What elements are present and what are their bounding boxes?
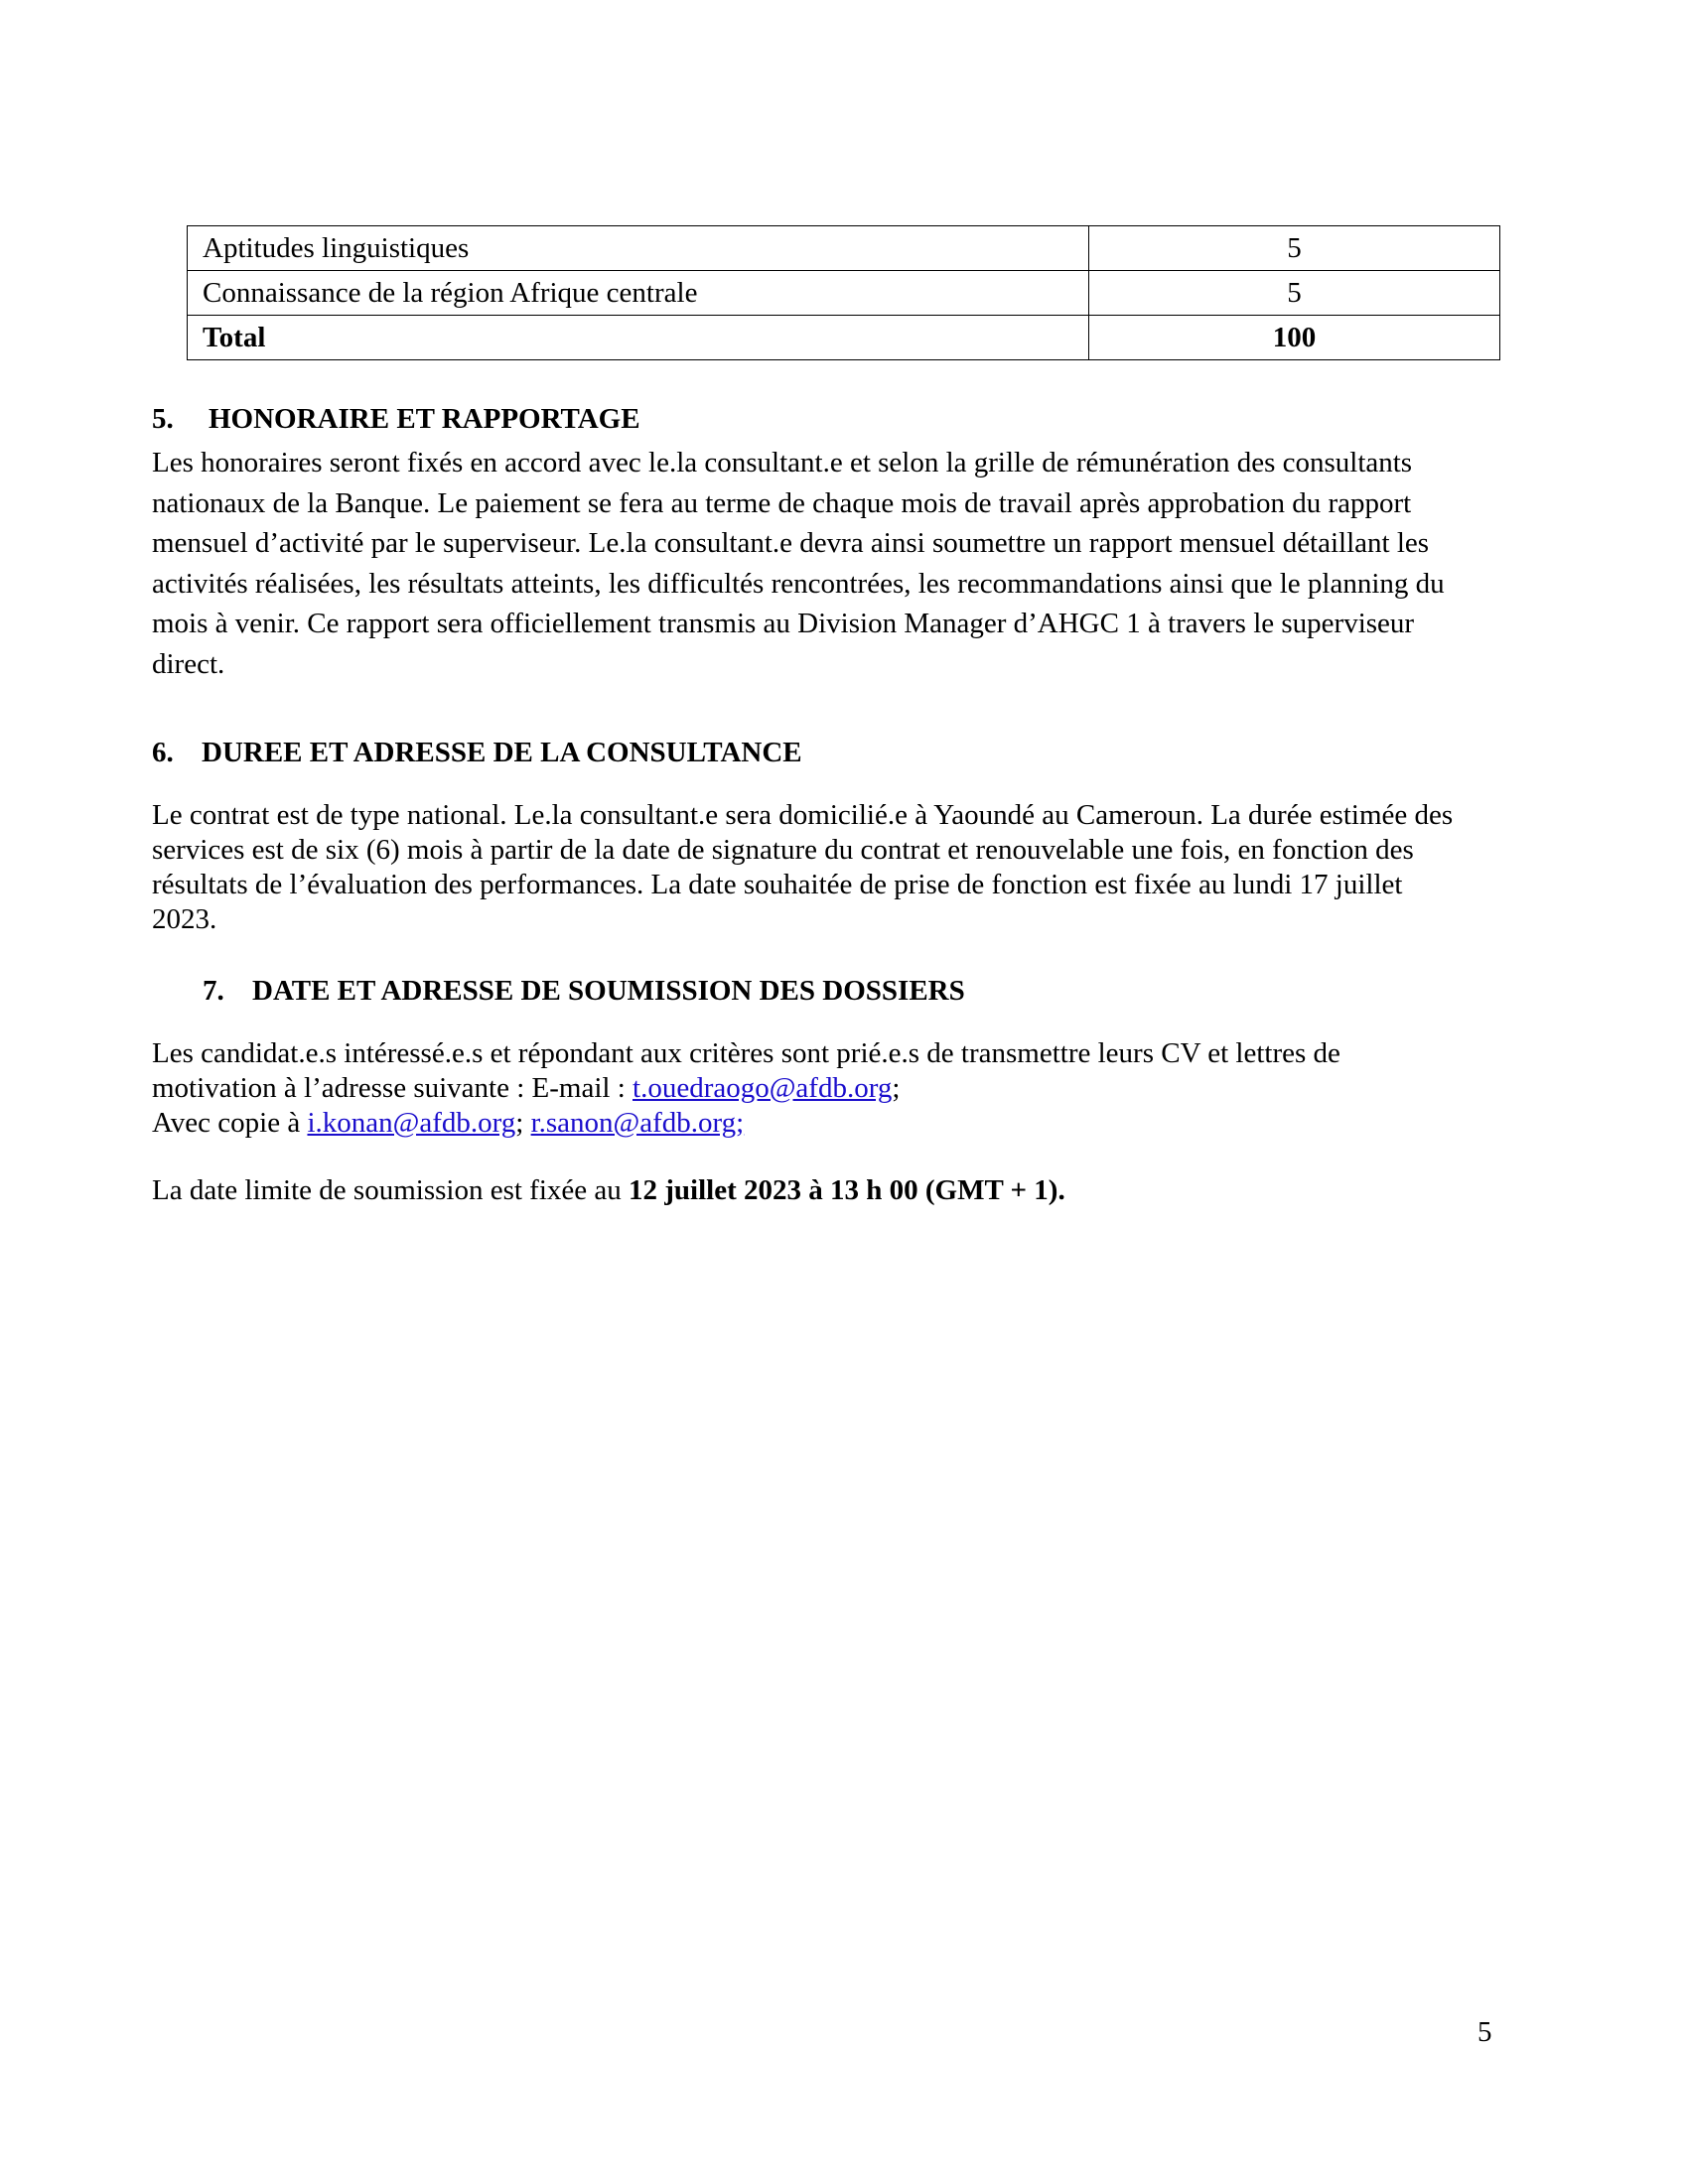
criterion-cell: Aptitudes linguistiques bbox=[188, 226, 1089, 271]
deadline-line bbox=[152, 1173, 1532, 1208]
cc-intro-text: Avec copie à bbox=[152, 1107, 308, 1139]
punctuation: ; bbox=[892, 1072, 901, 1104]
table-row bbox=[188, 226, 1500, 271]
email-link-ouedraogo[interactable]: t.ouedraogo@afdb.org bbox=[633, 1072, 893, 1104]
paragraph-line: résultats de l’évaluation des performances. La date souhaitée de prise de fonction est fixée au lundi 17 juillet bbox=[152, 869, 1403, 900]
page-number: 5 bbox=[1477, 2016, 1492, 2048]
email-intro-text: motivation à l’adresse suivante : E-mail : bbox=[152, 1072, 633, 1104]
paragraph-line bbox=[152, 1106, 1532, 1141]
section-6-title: DUREE ET ADRESSE DE LA CONSULTANCE bbox=[202, 737, 802, 768]
section-7-number: 7. bbox=[203, 975, 224, 1007]
table-total-row bbox=[188, 316, 1500, 360]
paragraph-line: mensuel d’activité par le superviseur. Le.la consultant.e devra ainsi soumettre un rapport mensuel détaillant les bbox=[152, 527, 1430, 560]
paragraph-line: Les candidat.e.s intéressé.e.s et répondant aux critères sont prié.e.s de transmettre leurs CV et lettres de bbox=[152, 1037, 1340, 1069]
paragraph-line: activités réalisées, les résultats atteints, les difficultés rencontrées, les recommandations ainsi que le planning du bbox=[152, 567, 1445, 600]
deadline-text: La date limite de soumission est fixée au bbox=[152, 1174, 629, 1206]
section-6-heading bbox=[152, 737, 802, 769]
paragraph-line: mois à venir. Ce rapport sera officiellement transmis au Division Manager d’AHGC 1 à travers le superviseur bbox=[152, 608, 1415, 640]
evaluation-table bbox=[187, 225, 1500, 360]
section-6-paragraph bbox=[152, 798, 1532, 937]
paragraph-line: nationaux de la Banque. Le paiement se fera au terme de chaque mois de travail après approbation du rapport bbox=[152, 486, 1412, 519]
paragraph-line: direct. bbox=[152, 647, 225, 680]
section-7-title: DATE ET ADRESSE DE SOUMISSION DES DOSSIERS bbox=[252, 975, 965, 1007]
total-label-cell: Total bbox=[188, 316, 1089, 360]
points-cell: 5 bbox=[1089, 271, 1500, 316]
email-link-sanon[interactable]: r.sanon@afdb.org; bbox=[530, 1107, 745, 1139]
section-5-heading bbox=[152, 403, 640, 436]
points-cell: 5 bbox=[1089, 226, 1500, 271]
deadline-paragraph bbox=[152, 1173, 1532, 1208]
table-row bbox=[188, 271, 1500, 316]
paragraph-line bbox=[152, 1071, 1532, 1106]
email-link-konan[interactable]: i.konan@afdb.org bbox=[307, 1107, 516, 1139]
section-5-paragraph bbox=[152, 443, 1532, 685]
section-7-heading bbox=[203, 975, 965, 1008]
section-5-title: HONORAIRE ET RAPPORTAGE bbox=[209, 403, 640, 435]
paragraph-line: 2023. bbox=[152, 903, 217, 935]
separator: ; bbox=[515, 1107, 531, 1139]
total-points-cell: 100 bbox=[1089, 316, 1500, 360]
deadline-date: 12 juillet 2023 à 13 h 00 (GMT + 1). bbox=[629, 1174, 1065, 1206]
section-6-number: 6. bbox=[152, 737, 174, 768]
paragraph-line: Le contrat est de type national. Le.la consultant.e sera domicilié.e à Yaoundé au Cameroun. La durée estimée des bbox=[152, 799, 1454, 831]
section-7-paragraph bbox=[152, 1036, 1532, 1141]
criterion-cell: Connaissance de la région Afrique centrale bbox=[188, 271, 1089, 316]
paragraph-line: services est de six (6) mois à partir de la date de signature du contrat et renouvelable une fois, en fonction des bbox=[152, 834, 1414, 866]
section-5-number: 5. bbox=[152, 403, 174, 435]
paragraph-line: Les honoraires seront fixés en accord avec le.la consultant.e et selon la grille de rémunération des consultants bbox=[152, 447, 1413, 478]
